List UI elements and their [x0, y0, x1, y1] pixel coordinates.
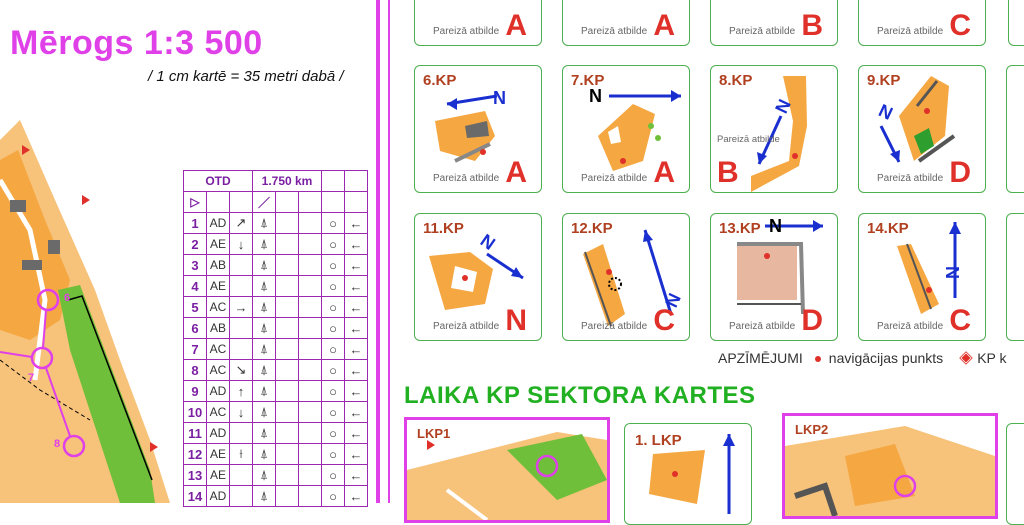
- direction-icon: [230, 339, 253, 360]
- control-code: AD: [207, 381, 230, 402]
- lkp-label: LKP1: [417, 426, 451, 441]
- description-row: [184, 213, 368, 234]
- location-icon: ○: [322, 318, 345, 339]
- location-icon: ○: [322, 423, 345, 444]
- slash-icon: ／: [253, 192, 276, 213]
- control-number: 9: [184, 381, 207, 402]
- direction-icon: ↑: [230, 381, 253, 402]
- answer-letter: C: [949, 304, 971, 337]
- legend-item: KP k: [977, 350, 1007, 366]
- control-label: 6: [64, 292, 71, 304]
- answer-letter: A: [505, 9, 527, 42]
- kp-card: [858, 0, 986, 46]
- scale-title: Mērogs 1:3 500: [10, 24, 263, 62]
- lkp-sector-card: [782, 413, 998, 519]
- arrow-icon: ←: [345, 213, 368, 234]
- control-number: 8: [184, 360, 207, 381]
- description-row: [184, 486, 368, 507]
- kp-label: 9.KP: [867, 72, 901, 89]
- control-flag-icon: [961, 352, 972, 363]
- control-number: 5: [184, 297, 207, 318]
- kp-label: 8.KP: [719, 72, 753, 89]
- description-row: [184, 297, 368, 318]
- direction-icon: [230, 423, 253, 444]
- start-triangle-icon: ▷: [184, 192, 207, 213]
- orienteering-map: [0, 0, 170, 503]
- control-code: AD: [207, 486, 230, 507]
- answer-letter: N: [505, 304, 527, 337]
- description-row: [184, 465, 368, 486]
- answer-letter: B: [801, 9, 823, 42]
- location-icon: ○: [322, 339, 345, 360]
- feature-icon: ⍋: [253, 381, 276, 402]
- kp-label: 13.KP: [719, 220, 761, 237]
- answer-letter: D: [949, 156, 971, 189]
- answer-note: Pareizā atbilde: [433, 173, 500, 184]
- north-label: N: [493, 88, 506, 108]
- feature-icon: ⍋: [253, 213, 276, 234]
- control-code: AE: [207, 465, 230, 486]
- feature-icon: ⍋: [253, 360, 276, 381]
- feature-icon: ⍋: [253, 255, 276, 276]
- kp-card-8: [710, 65, 838, 193]
- answer-note: Pareizā atbilde: [729, 321, 796, 332]
- arrow-icon: ←: [345, 255, 368, 276]
- description-row: [184, 402, 368, 423]
- kp-label: 12.KP: [571, 220, 613, 237]
- control-code: AC: [207, 360, 230, 381]
- control-number: 12: [184, 444, 207, 465]
- kp-card: [1008, 0, 1024, 46]
- north-label: N: [661, 290, 685, 311]
- control-number: 11: [184, 423, 207, 444]
- lkp-label: 1. LKP: [635, 432, 682, 449]
- control-description-table: [183, 170, 368, 507]
- kp-card-6: [414, 65, 542, 193]
- kp-label: 7.KP: [571, 72, 605, 89]
- location-icon: ○: [322, 255, 345, 276]
- description-row: [184, 360, 368, 381]
- feature-icon: ⍋: [253, 339, 276, 360]
- answer-letter: A: [653, 156, 675, 189]
- legend-title: APZĪMĒJUMI: [718, 350, 803, 366]
- location-icon: ○: [322, 402, 345, 423]
- control-number: 2: [184, 234, 207, 255]
- control-code: AE: [207, 276, 230, 297]
- direction-icon: ↗: [230, 213, 253, 234]
- feature-icon: ⍋: [253, 318, 276, 339]
- control-code: AB: [207, 255, 230, 276]
- red-dot-icon: [815, 356, 821, 362]
- scale-subtitle: / 1 cm kartē = 35 metri dabā /: [148, 68, 344, 85]
- arrow-icon: ←: [345, 465, 368, 486]
- direction-icon: [230, 318, 253, 339]
- location-icon: ○: [322, 465, 345, 486]
- answer-letter: D: [801, 304, 823, 337]
- north-label: N: [771, 96, 795, 117]
- north-label: N: [476, 230, 499, 255]
- description-row: [184, 381, 368, 402]
- control-number: 6: [184, 318, 207, 339]
- control-number: 7: [184, 339, 207, 360]
- feature-icon: ⍋: [253, 465, 276, 486]
- control-number: 14: [184, 486, 207, 507]
- direction-icon: [230, 486, 253, 507]
- kp-card-9: [858, 65, 986, 193]
- location-icon: ○: [322, 276, 345, 297]
- direction-icon: ↓: [230, 402, 253, 423]
- answer-letter: C: [653, 304, 675, 337]
- kp-card: [414, 0, 542, 46]
- arrow-icon: ←: [345, 402, 368, 423]
- north-label: N: [589, 86, 602, 106]
- section-title: LAIKA KP SEKTORA KARTES: [404, 382, 756, 409]
- arrow-icon: ←: [345, 381, 368, 402]
- answer-letter: A: [505, 156, 527, 189]
- feature-icon: ⍋: [253, 276, 276, 297]
- north-label: N: [769, 216, 782, 236]
- answer-note: Pareizā atbilde: [433, 26, 500, 37]
- control-number: 1: [184, 213, 207, 234]
- control-code: AC: [207, 402, 230, 423]
- control-code: AC: [207, 297, 230, 318]
- kp-card-14: [858, 213, 986, 341]
- answer-note: Pareizā atbilde: [877, 321, 944, 332]
- control-number: 4: [184, 276, 207, 297]
- feature-icon: ⍋: [253, 402, 276, 423]
- kp-card-13: [710, 213, 838, 341]
- description-row: [184, 339, 368, 360]
- description-row: [184, 255, 368, 276]
- answer-note: Pareizā atbilde: [877, 173, 944, 184]
- control-number: 10: [184, 402, 207, 423]
- divider-line: [388, 0, 390, 503]
- description-row: [184, 444, 368, 465]
- lkp-label: LKP2: [795, 422, 829, 437]
- arrow-icon: ←: [345, 297, 368, 318]
- feature-icon: ⍋: [253, 234, 276, 255]
- north-label: N: [875, 100, 896, 124]
- control-code: AC: [207, 339, 230, 360]
- legend: [718, 350, 1007, 366]
- answer-note: Pareizā atbilde: [581, 26, 648, 37]
- answer-letter: B: [717, 156, 739, 189]
- control-label: 7: [28, 372, 35, 384]
- direction-icon: [230, 465, 253, 486]
- answer-note: Pareizā atbilde: [717, 134, 780, 145]
- location-icon: ○: [322, 213, 345, 234]
- answer-note: Pareizā atbilde: [877, 26, 944, 37]
- direction-icon: [230, 276, 253, 297]
- kp-card: [710, 0, 838, 46]
- arrow-icon: ←: [345, 423, 368, 444]
- direction-icon: [230, 255, 253, 276]
- location-icon: ○: [322, 486, 345, 507]
- kp-card-11: [414, 213, 542, 341]
- control-number: 3: [184, 255, 207, 276]
- kp-label: 11.KP: [423, 220, 464, 237]
- control-code: AD: [207, 213, 230, 234]
- direction-icon: ↓: [230, 234, 253, 255]
- legend-item: navigācijas punkts: [828, 350, 944, 366]
- control-code: AE: [207, 234, 230, 255]
- course-distance: 1.750 km: [253, 171, 322, 192]
- direction-icon: ↘: [230, 360, 253, 381]
- north-label: N: [943, 266, 963, 279]
- lkp-card: [1006, 423, 1024, 525]
- description-row: [184, 318, 368, 339]
- event-name: OTD: [184, 171, 253, 192]
- feature-icon: ⍋: [253, 486, 276, 507]
- kp-card: [562, 0, 690, 46]
- answer-note: Pareizā atbilde: [581, 173, 648, 184]
- control-code: AE: [207, 444, 230, 465]
- answer-letter: C: [949, 9, 971, 42]
- lkp-card: [624, 423, 752, 525]
- arrow-icon: ←: [345, 339, 368, 360]
- answer-letter: A: [653, 9, 675, 42]
- answer-note: Pareizā atbilde: [729, 26, 796, 37]
- location-icon: ○: [322, 234, 345, 255]
- kp-card: [1006, 213, 1024, 341]
- arrow-icon: ←: [345, 234, 368, 255]
- location-icon: ○: [322, 444, 345, 465]
- control-label: 8: [54, 438, 61, 450]
- feature-icon: ⍋: [253, 423, 276, 444]
- direction-icon: ⟊: [230, 444, 253, 465]
- answer-note: Pareizā atbilde: [433, 321, 500, 332]
- kp-label: 14.KP: [867, 220, 909, 237]
- control-number: 13: [184, 465, 207, 486]
- control-code: AB: [207, 318, 230, 339]
- lkp-sector-card: [404, 417, 610, 523]
- location-icon: ○: [322, 360, 345, 381]
- kp-label: 6.KP: [423, 72, 457, 89]
- feature-icon: ⍋: [253, 297, 276, 318]
- kp-card-12: [562, 213, 690, 341]
- divider-line: [376, 0, 380, 503]
- location-icon: ○: [322, 381, 345, 402]
- arrow-icon: ←: [345, 444, 368, 465]
- description-row: [184, 423, 368, 444]
- kp-card: [1006, 65, 1024, 193]
- arrow-icon: ←: [345, 318, 368, 339]
- arrow-icon: ←: [345, 360, 368, 381]
- kp-card-7: [562, 65, 690, 193]
- location-icon: ○: [322, 297, 345, 318]
- description-row: [184, 276, 368, 297]
- arrow-icon: ←: [345, 486, 368, 507]
- arrow-icon: ←: [345, 276, 368, 297]
- control-code: AD: [207, 423, 230, 444]
- answer-note: Pareizā atbilde: [581, 321, 648, 332]
- description-row: [184, 234, 368, 255]
- direction-icon: →: [230, 297, 253, 318]
- feature-icon: ⍋: [253, 444, 276, 465]
